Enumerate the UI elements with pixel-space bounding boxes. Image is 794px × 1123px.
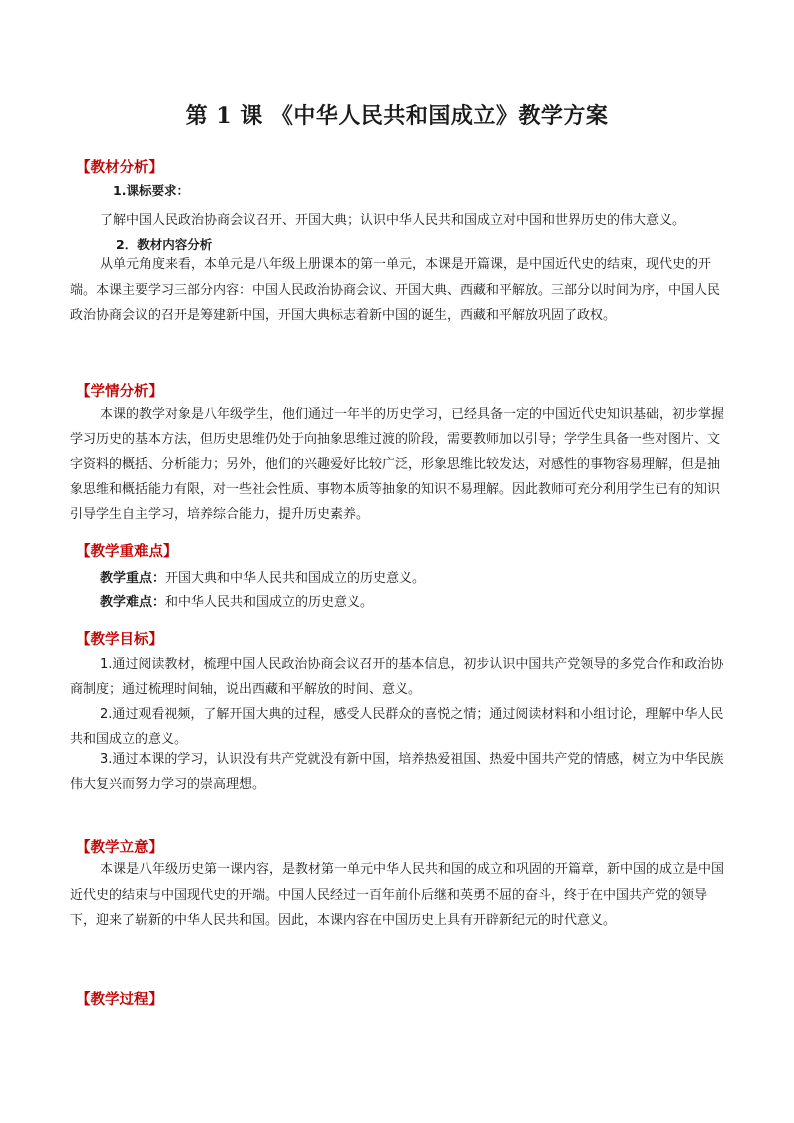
key-point-text: 开国大典和中华人民共和国成立的历史意义。 xyxy=(165,571,426,586)
section-heading-teaching-purpose: 【教学立意】 xyxy=(76,840,163,856)
key-point-label: 教学重点： xyxy=(100,571,166,586)
teaching-purpose-paragraph: 本课是八年级历史第一课内容，是教材第一单元中华人民共和国的成立和巩固的开篇章，新中国的成立是中国近代史的结束与中国现代史的开端。中国人民经过一百年前仆后继和英勇不屈的奋斗，终于在中国共产党的领导下，迎来了崭新的中华人民共和国。因此，本课内容在中国历史上具有开辟新纪元的时代意义。 xyxy=(70,862,725,928)
difficult-point-label: 教学难点： xyxy=(100,595,166,610)
content-analysis-paragraph: 从单元角度来看，本单元是八年级上册课本的第一单元，本课是开篇课，是中国近代史的结束，现代史的开端。本课主要学习三部分内容：中国人民政治协商会议、开国大典、西藏和平解放。三部分以时间为序，中国人民政治协商会议的召开是筹建新中国，开国大典标志着新中国的诞生，西藏和平解放巩固了政权。 xyxy=(70,257,721,323)
subheading-content-analysis: 2．教材内容分析 xyxy=(116,237,213,252)
objective-item: 2.通过观看视频，了解开国大典的过程，感受人民群众的喜悦之情；通过阅读材料和小组讨论，理解中华人民共和国成立的意义。 xyxy=(70,707,724,747)
objective-item: 3.通过本课的学习，认识没有共产党就没有新中国，培养热爱祖国、热爱中国共产党的情感，树立为中华民族伟大复兴而努力学习的崇高理想。 xyxy=(70,752,724,792)
student-analysis-paragraph: 本课的教学对象是八年级学生，他们通过一年半的历史学习，已经具备一定的中国近代史知识基础，初步掌握学习历史的基本方法，但历史思维仍处于向抽象思维过渡的阶段，需要教师加以引导；学学生具备一些对图片、文字资料的概括、分析能力；另外，他们的兴趣爱好比较广泛，形象思维比较发达，对感性的事物容易理解，但是抽象思维和概括能力有限，对一些社会性质、事物本质等抽象的知识不易理解。因此教师可充分利用学生已有的知识引导学生自主学习，培养综合能力，提升历史素养。 xyxy=(70,407,725,522)
section-heading-teaching-process: 【教学过程】 xyxy=(76,992,163,1008)
section-heading-textbook-analysis: 【教材分析】 xyxy=(76,160,163,176)
key-point-line xyxy=(100,567,425,586)
subheading-curriculum-requirements: 1.课标要求： xyxy=(113,183,189,198)
curriculum-requirements-text: 了解中国人民政治协商会议召开、开国大典；认识中华人民共和国成立对中国和世界历史的伟大意义。 xyxy=(100,213,686,228)
section-heading-key-difficult-points: 【教学重难点】 xyxy=(76,544,178,560)
page-title: 第 1 课 《中华人民共和国成立》教学方案 xyxy=(185,103,609,129)
objective-item: 1.通过阅读教材，梳理中国人民政治协商会议召开的基本信息，初步认识中国共产党领导的多党合作和政治协商制度；通过梳理时间轴，说出西藏和平解放的时间、意义。 xyxy=(70,657,724,697)
difficult-point-line xyxy=(100,591,373,610)
difficult-point-text: 和中华人民共和国成立的历史意义。 xyxy=(165,595,374,610)
section-heading-student-analysis: 【学情分析】 xyxy=(76,384,163,400)
section-heading-teaching-objectives: 【教学目标】 xyxy=(76,632,163,648)
